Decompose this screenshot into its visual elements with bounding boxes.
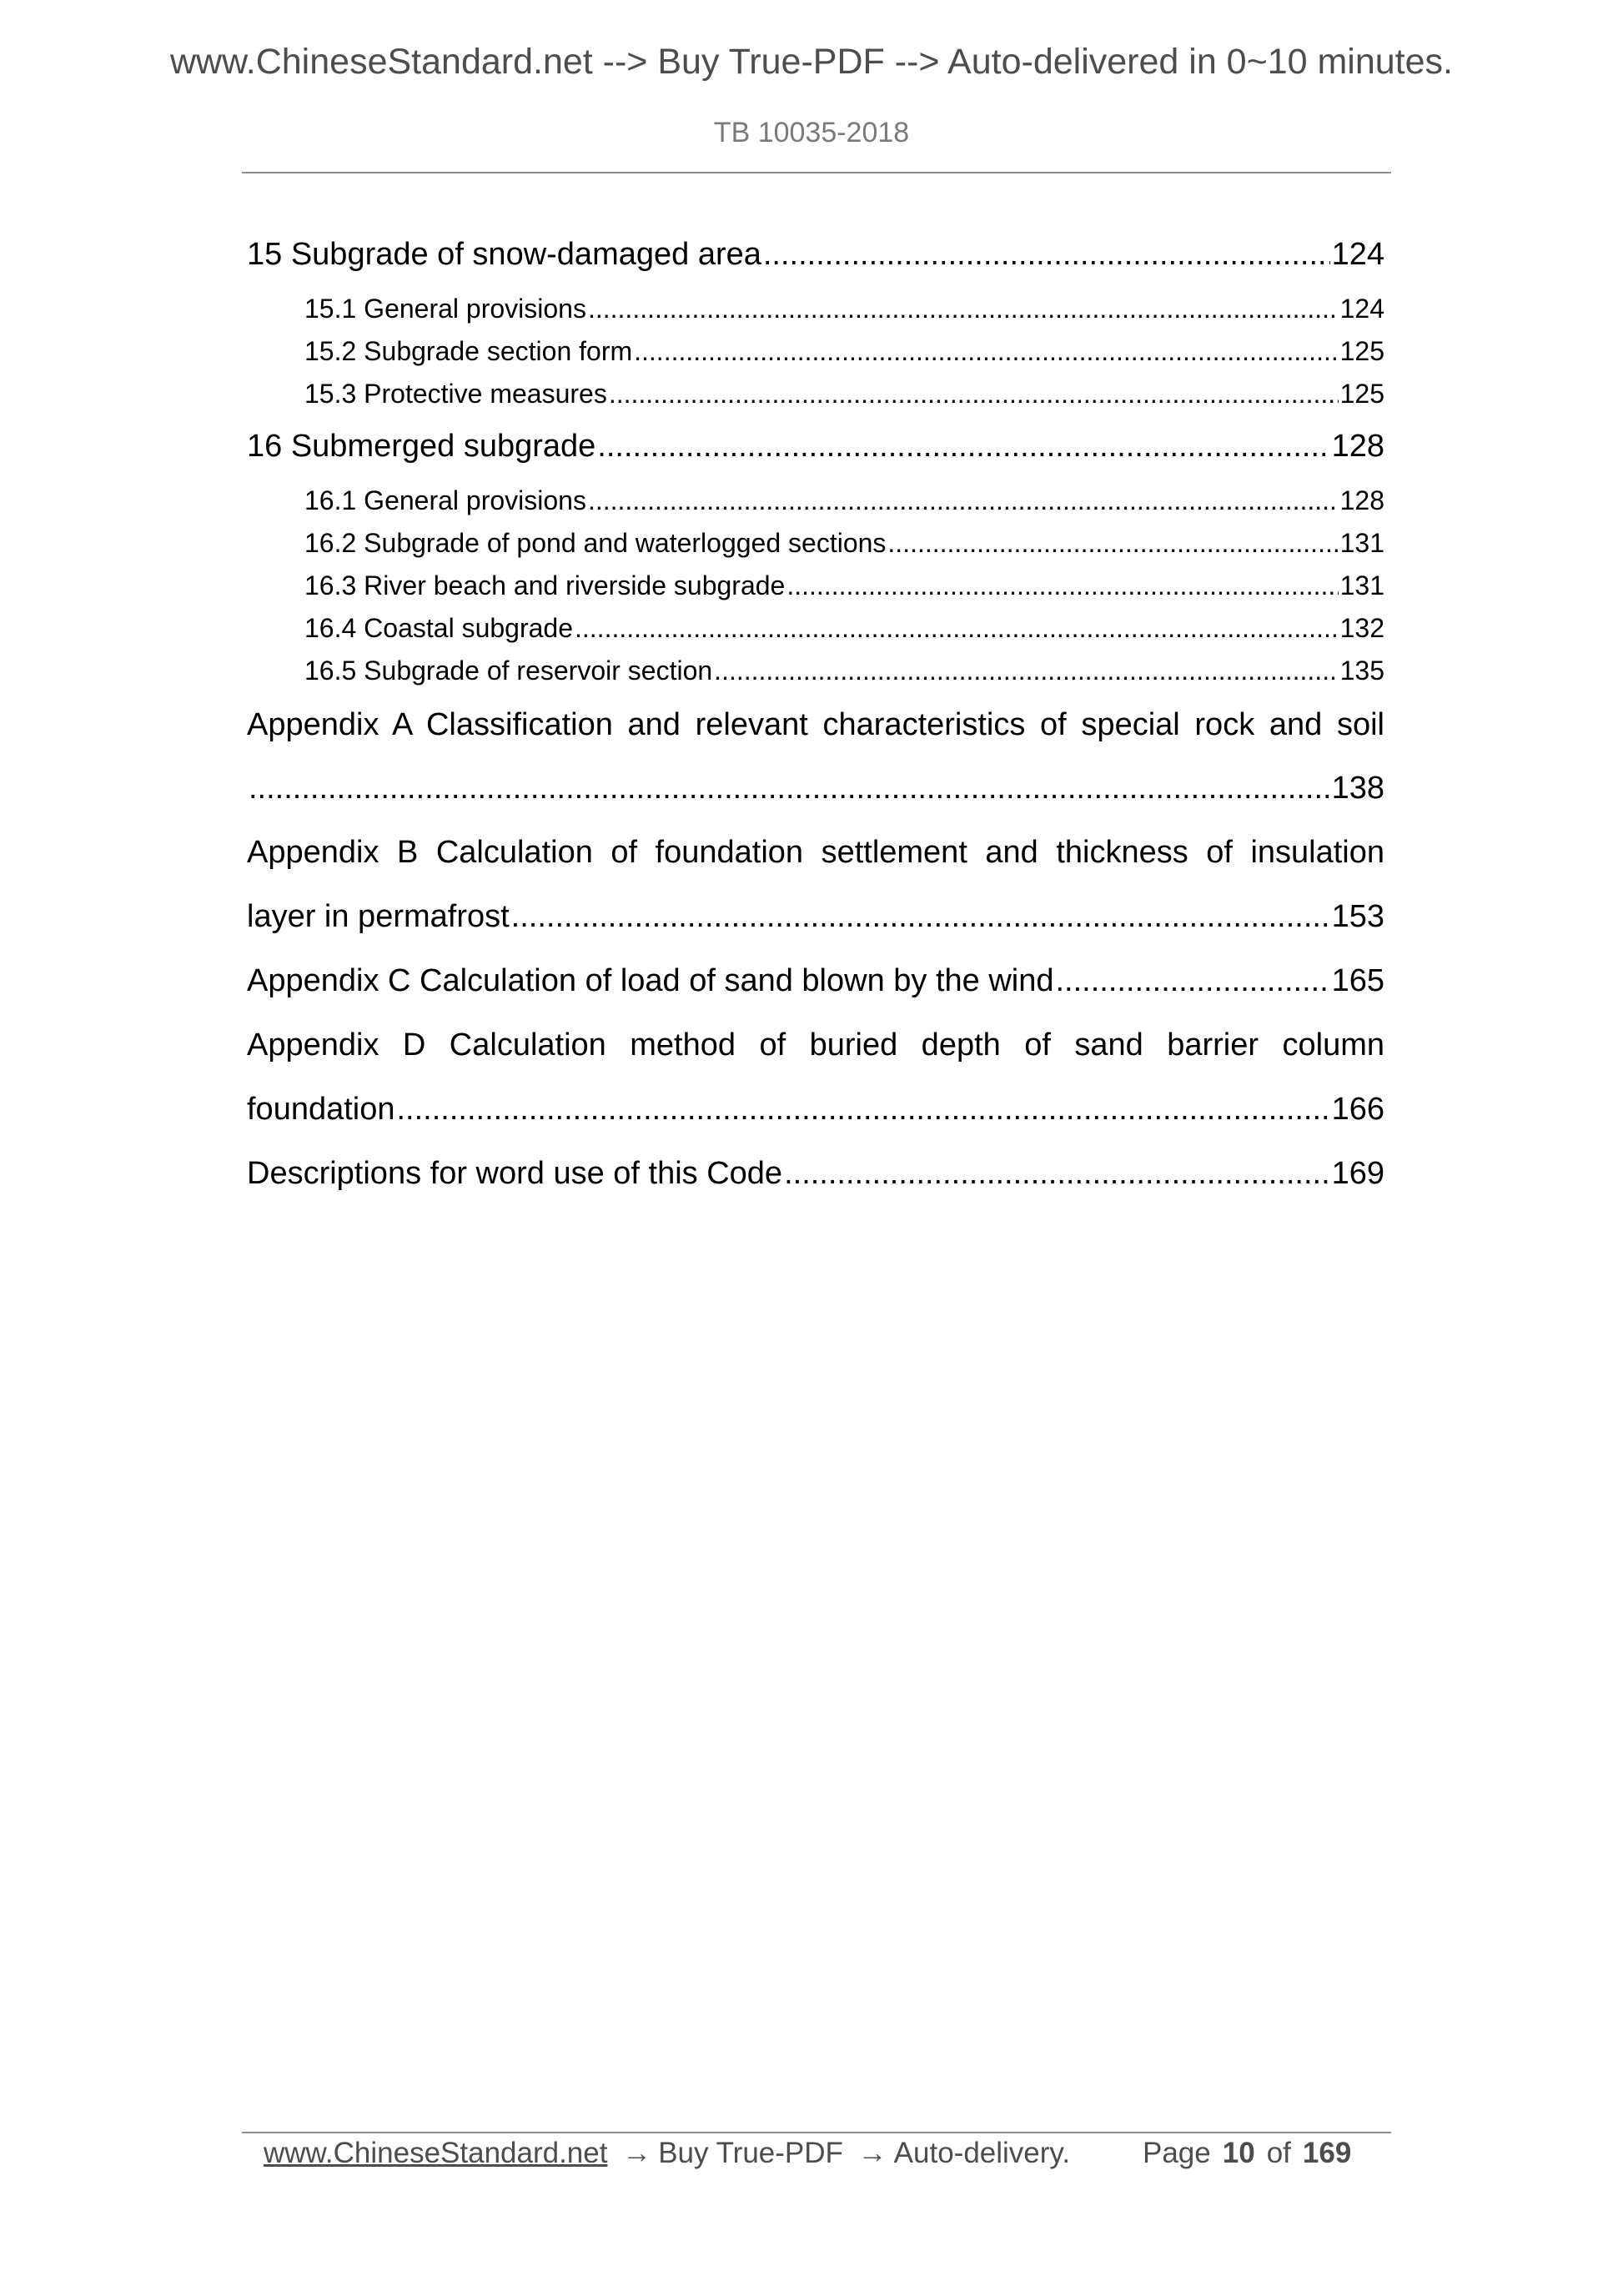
current-page-number: 10 bbox=[1222, 2137, 1255, 2169]
toc-entry-title: foundation bbox=[247, 1092, 395, 1127]
of-word: of bbox=[1266, 2137, 1291, 2169]
page-word: Page bbox=[1143, 2137, 1211, 2169]
toc-entry-page: 124 bbox=[1339, 294, 1384, 324]
toc-entry-title: 16.5 Subgrade of reservoir section bbox=[304, 656, 713, 686]
dot-leader bbox=[763, 237, 1330, 273]
toc-entry-page: 165 bbox=[1331, 963, 1384, 998]
page-footer bbox=[264, 2137, 1373, 2170]
dot-leader bbox=[887, 528, 1338, 559]
toc-entry-title: layer in permafrost bbox=[247, 899, 510, 934]
toc-entry-title: 16.2 Subgrade of pond and waterlogged sections bbox=[304, 528, 887, 558]
dot-leader bbox=[786, 570, 1338, 601]
dot-leader bbox=[634, 336, 1338, 367]
toc-entry-title-line[interactable]: Appendix A Classification and relevant characteristics of special rock and soil bbox=[247, 707, 1384, 742]
toc-entry-title: 16.1 General provisions bbox=[304, 485, 586, 515]
toc-entry-page: 169 bbox=[1331, 1156, 1384, 1191]
footer-divider bbox=[242, 2132, 1391, 2133]
toc-entry-title: 16.4 Coastal subgrade bbox=[304, 613, 573, 643]
toc-entry[interactable] bbox=[304, 379, 1384, 409]
toc-entry-page: 153 bbox=[1331, 899, 1384, 934]
toc-entry-title: Descriptions for word use of this Code bbox=[247, 1156, 783, 1191]
dot-leader bbox=[588, 294, 1339, 324]
toc-entry-title: 16 Submerged subgrade bbox=[247, 429, 596, 464]
dot-leader bbox=[784, 1156, 1330, 1192]
toc-entry[interactable] bbox=[304, 656, 1384, 686]
dot-leader bbox=[249, 771, 1330, 806]
toc-entry-page: 131 bbox=[1339, 528, 1384, 558]
toc-entry-page: 125 bbox=[1339, 336, 1384, 366]
toc-entry[interactable] bbox=[304, 294, 1384, 324]
toc-entry-page: 166 bbox=[1331, 1092, 1384, 1127]
document-code: TB 10035-2018 bbox=[713, 117, 910, 148]
toc-entry-title: Appendix C Calculation of load of sand blown by the wind bbox=[247, 963, 1054, 998]
footer-site-link[interactable]: www.ChineseStandard.net bbox=[264, 2137, 608, 2169]
toc-entry[interactable] bbox=[304, 528, 1384, 559]
toc-entry-title: 15.1 General provisions bbox=[304, 294, 586, 324]
arrow-right-icon: → bbox=[857, 2137, 887, 2169]
dot-leader bbox=[397, 1092, 1330, 1128]
dot-leader bbox=[575, 613, 1339, 644]
total-pages-number: 169 bbox=[1302, 2137, 1352, 2169]
dot-leader bbox=[597, 429, 1329, 465]
toc-entry[interactable] bbox=[304, 613, 1384, 644]
toc-entry-page: 135 bbox=[1339, 656, 1384, 686]
footer-buy-text: Buy True-PDF bbox=[658, 2137, 843, 2169]
dot-leader bbox=[588, 485, 1339, 516]
toc-entry-page: 124 bbox=[1331, 237, 1384, 272]
toc-entry[interactable] bbox=[247, 771, 1384, 806]
toc-entry[interactable] bbox=[304, 570, 1384, 601]
dot-leader bbox=[609, 379, 1339, 409]
toc-entry[interactable] bbox=[304, 485, 1384, 516]
toc-entry-title: 15.3 Protective measures bbox=[304, 379, 607, 409]
toc-entry[interactable] bbox=[247, 899, 1384, 935]
toc-entry[interactable] bbox=[247, 1156, 1384, 1192]
dot-leader bbox=[1056, 963, 1330, 999]
toc-entry-title-line[interactable]: Appendix B Calculation of foundation settlement and thickness of insulation bbox=[247, 835, 1384, 870]
toc-entry[interactable] bbox=[304, 336, 1384, 367]
toc-entry-page: 132 bbox=[1339, 613, 1384, 643]
toc-entry[interactable] bbox=[247, 429, 1384, 465]
toc-entry-title-line[interactable]: Appendix D Calculation method of buried depth of sand barrier column bbox=[247, 1027, 1384, 1063]
arrow-right-icon: → bbox=[622, 2137, 652, 2169]
toc-entry-page: 128 bbox=[1339, 485, 1384, 515]
toc-entry[interactable] bbox=[247, 237, 1384, 273]
toc-entry-title: 15.2 Subgrade section form bbox=[304, 336, 633, 366]
top-banner: www.ChineseStandard.net --> Buy True-PDF --> Auto-delivered in 0~10 minutes. bbox=[169, 42, 1453, 82]
dot-leader bbox=[714, 656, 1338, 686]
toc-entry[interactable] bbox=[247, 963, 1384, 999]
footer-delivery-text: Auto-delivery. bbox=[893, 2137, 1071, 2169]
toc-entry-page: 128 bbox=[1331, 429, 1384, 464]
toc-entry-page: 125 bbox=[1339, 379, 1384, 409]
toc-entry-page: 138 bbox=[1331, 771, 1384, 806]
toc-entry-title: 15 Subgrade of snow-damaged area bbox=[247, 237, 761, 272]
dot-leader bbox=[511, 899, 1330, 935]
page-indicator bbox=[1143, 2137, 1351, 2170]
toc-entry-page: 131 bbox=[1339, 570, 1384, 600]
toc-entry-title: 16.3 River beach and riverside subgrade bbox=[304, 570, 786, 600]
toc-entry[interactable] bbox=[247, 1092, 1384, 1128]
